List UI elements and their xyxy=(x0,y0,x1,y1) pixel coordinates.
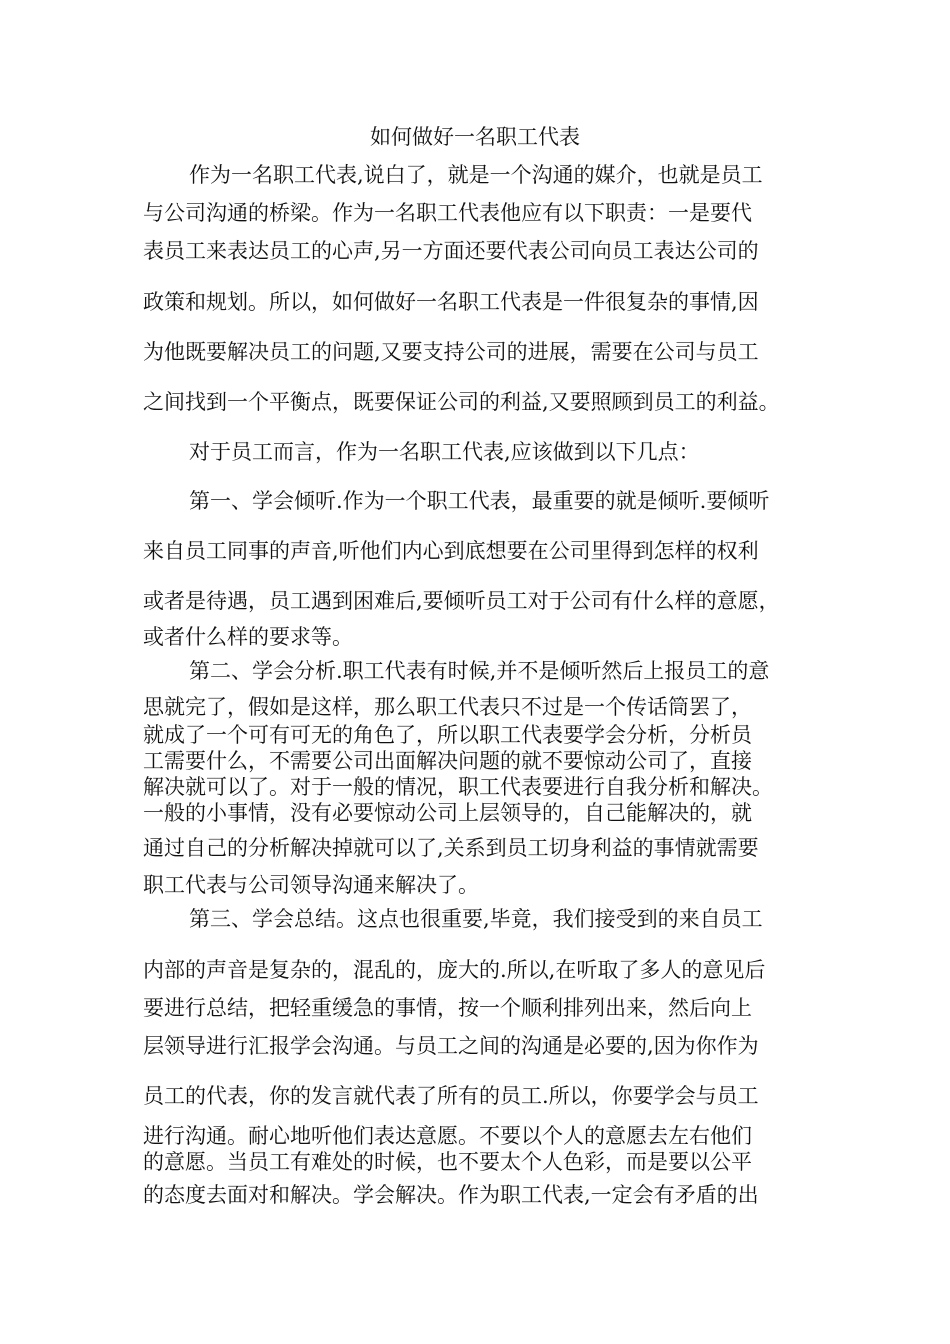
text-line: 第二、学会分析.职工代表有时候,并不是倾听然后上报员工的意 xyxy=(189,659,770,683)
text-line: 内部的声音是复杂的，混乱的，庞大的.所以,在听取了多人的意见后 xyxy=(143,958,766,982)
text-line: 工需要什么，不需要公司出面解决问题的就不要惊动公司了，直接 xyxy=(143,749,752,773)
text-line: 表员工来表达员工的心声,另一方面还要代表公司向员工表达公司的 xyxy=(143,239,759,263)
text-line: 职工代表与公司领导沟通来解决了。 xyxy=(143,873,479,897)
text-line: 对于员工而言，作为一名职工代表,应该做到以下几点： xyxy=(189,440,700,464)
text-line: 通过自己的分析解决掉就可以了,关系到员工切身利益的事情就需要 xyxy=(143,836,759,860)
text-line: 作为一名职工代表,说白了，就是一个沟通的媒介，也就是员工 xyxy=(189,163,763,187)
text-line: 的意愿。当员工有难处的时候，也不要太个人色彩，而是要以公平 xyxy=(143,1150,752,1174)
text-line: 或者什么样的要求等。 xyxy=(143,625,353,649)
text-line: 一般的小事情，没有必要惊动公司上层领导的，自己能解决的，就 xyxy=(143,801,752,825)
text-line: 的态度去面对和解决。学会解决。作为职工代表,一定会有矛盾的出 xyxy=(143,1183,759,1207)
text-line: 层领导进行汇报学会沟通。与员工之间的沟通是必要的,因为你作为 xyxy=(143,1034,759,1058)
text-line: 或者是待遇，员工遇到困难后,要倾听员工对于公司有什么样的意愿， xyxy=(143,589,780,613)
text-line: 就成了一个可有可无的角色了，所以职工代表要学会分析，分析员 xyxy=(143,723,752,747)
text-line: 政策和规划。所以，如何做好一名职工代表是一件很复杂的事情,因 xyxy=(143,290,759,314)
text-line: 之间找到一个平衡点，既要保证公司的利益,又要照顾到员工的利益。 xyxy=(143,390,780,414)
text-line: 第一、学会倾听.作为一个职工代表，最重要的就是倾听.要倾听 xyxy=(189,489,770,513)
text-line: 为他既要解决员工的问题,又要支持公司的进展，需要在公司与员工 xyxy=(143,340,759,364)
text-line: 与公司沟通的桥梁。作为一名职工代表他应有以下职责：一是要代 xyxy=(143,201,752,225)
text-line: 解决就可以了。对于一般的情况，职工代表要进行自我分析和解决。 xyxy=(143,775,773,799)
text-line: 要进行总结，把轻重缓急的事情，按一个顺利排列出来，然后向上 xyxy=(143,996,752,1020)
text-line: 第三、学会总结。这点也很重要,毕竟，我们接受到的来自员工 xyxy=(189,907,763,931)
document-title: 如何做好一名职工代表 xyxy=(370,125,580,149)
text-line: 来自员工同事的声音,听他们内心到底想要在公司里得到怎样的权利 xyxy=(143,539,759,563)
text-line: 进行沟通。耐心地听他们表达意愿。不要以个人的意愿去左右他们 xyxy=(143,1124,752,1148)
text-line: 员工的代表，你的发言就代表了所有的员工.所以，你要学会与员工 xyxy=(143,1084,759,1108)
text-line: 思就完了，假如是这样，那么职工代表只不过是一个传话筒罢了， xyxy=(143,695,752,719)
